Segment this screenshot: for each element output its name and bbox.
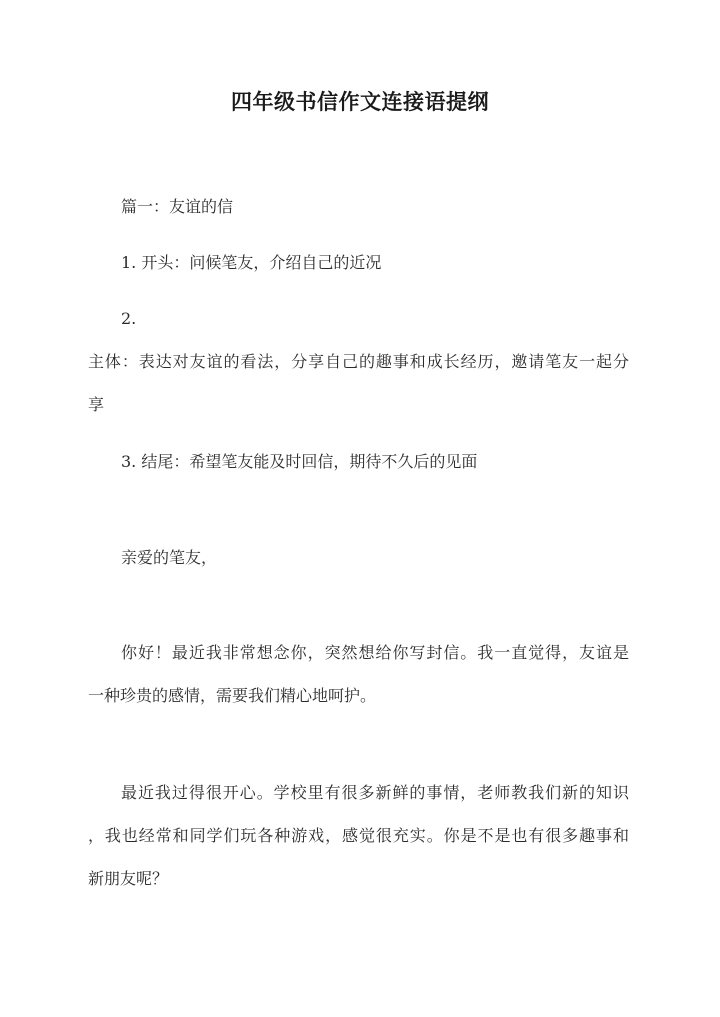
document-title: 四年级书信作文连接语提纲: [231, 89, 489, 114]
outline-item-3: 3. 结尾：希望笔友能及时回信，期待不久后的见面: [121, 452, 478, 471]
letter-paragraph-1-line-2: 一种珍贵的感情，需要我们精心地呵护。: [88, 686, 377, 705]
letter-paragraph-2-line-3: 新朋友呢？: [88, 869, 169, 888]
outline-item-2-continuation: 享: [88, 395, 105, 414]
letter-salutation: 亲爱的笔友，: [121, 548, 218, 567]
section-heading: 篇一：友谊的信: [121, 197, 234, 216]
letter-paragraph-2-line-1: 最近我过得很开心。学校里有很多新鲜的事情，老师教我们新的知识: [121, 783, 629, 802]
outline-item-2-number: 2.: [121, 309, 137, 328]
outline-item-1: 1. 开头：问候笔友，介绍自己的近况: [121, 253, 382, 272]
outline-item-2-text: 主体：表达对友谊的看法，分享自己的趣事和成长经历，邀请笔友一起分: [88, 352, 629, 371]
letter-paragraph-1-line-1: 你好！最近我非常想念你，突然想给你写封信。我一直觉得，友谊是: [121, 643, 629, 662]
letter-paragraph-2-line-2: ，我也经常和同学们玩各种游戏，感觉很充实。你是不是也有很多趣事和: [88, 826, 629, 845]
